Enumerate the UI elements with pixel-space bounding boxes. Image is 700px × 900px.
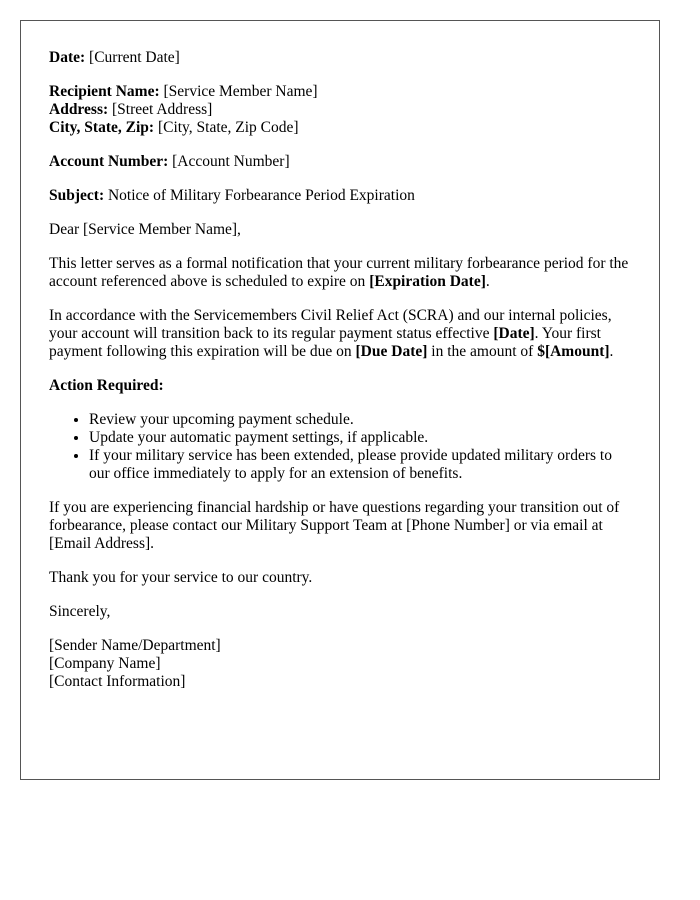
signature-block — [49, 637, 631, 691]
subject-value: Notice of Military Forbearance Period Expiration — [107, 187, 415, 204]
para3-text: If you are experiencing financial hardship or have questions regarding your transition out of forbearance, please contact our Military Support Team at [Phone Number] or via email at [Email Address]. — [49, 499, 620, 552]
contact-info: [Contact Information] — [49, 673, 186, 690]
list-item: • If your military service has been extended, please provide updated military orders to our office immediately to apply for an extension of benefits. — [89, 447, 631, 483]
recipient-value: [Service Member Name] — [163, 83, 318, 100]
list-item: • Update your automatic payment settings, if applicable. — [89, 429, 631, 447]
recipient-label: Recipient Name: — [49, 83, 160, 100]
expiration-date: [Expiration Date] — [369, 273, 486, 290]
action-heading: Action Required: — [49, 377, 164, 394]
effective-date: [Date] — [493, 325, 535, 342]
thanks-text: Thank you for your service to our country. — [49, 569, 313, 586]
city-label: City, State, Zip: — [49, 119, 155, 136]
sender-name: [Sender Name/Department] — [49, 637, 221, 654]
company-name: [Company Name] — [49, 655, 161, 672]
action-heading-block — [49, 377, 631, 395]
account-label: Account Number: — [49, 153, 169, 170]
letter-document — [20, 20, 660, 780]
paragraph-notification — [49, 255, 631, 291]
thanks-line — [49, 569, 631, 587]
para2-text1: In accordance with the Servicemembers Civil Relief Act (SCRA) and our internal policies, your account will transition back to its regular payment status effective — [49, 307, 612, 342]
date-label: Date: — [49, 49, 86, 66]
recipient-block — [49, 83, 631, 137]
salutation-text: Dear [Service Member Name], — [49, 221, 241, 238]
account-line — [49, 153, 631, 171]
date-line — [49, 49, 631, 67]
due-date: [Due Date] — [355, 343, 428, 360]
subject-line — [49, 187, 631, 205]
action-list — [49, 411, 631, 483]
para2-end: . — [609, 343, 614, 360]
salutation — [49, 221, 631, 239]
para2-text2: . Your first payment following this expiration will be due on — [49, 325, 601, 360]
paragraph-hardship — [49, 499, 631, 553]
subject-label: Subject: — [49, 187, 105, 204]
address-label: Address: — [49, 101, 109, 118]
city-value: [City, State, Zip Code] — [157, 119, 299, 136]
para1-end: . — [485, 273, 490, 290]
closing-line — [49, 603, 631, 621]
address-value: [Street Address] — [112, 101, 213, 118]
list-item: • Review your upcoming payment schedule. — [89, 411, 631, 429]
date-value: [Current Date] — [89, 49, 180, 66]
para2-text3: in the amount of — [427, 343, 538, 360]
account-value: [Account Number] — [172, 153, 290, 170]
amount: $[Amount] — [537, 343, 610, 360]
closing-text: Sincerely, — [49, 603, 111, 620]
paragraph-scra — [49, 307, 631, 361]
para1-text: This letter serves as a formal notification that your current military forbearance period for the account referenced above is scheduled to expire on — [49, 255, 629, 290]
